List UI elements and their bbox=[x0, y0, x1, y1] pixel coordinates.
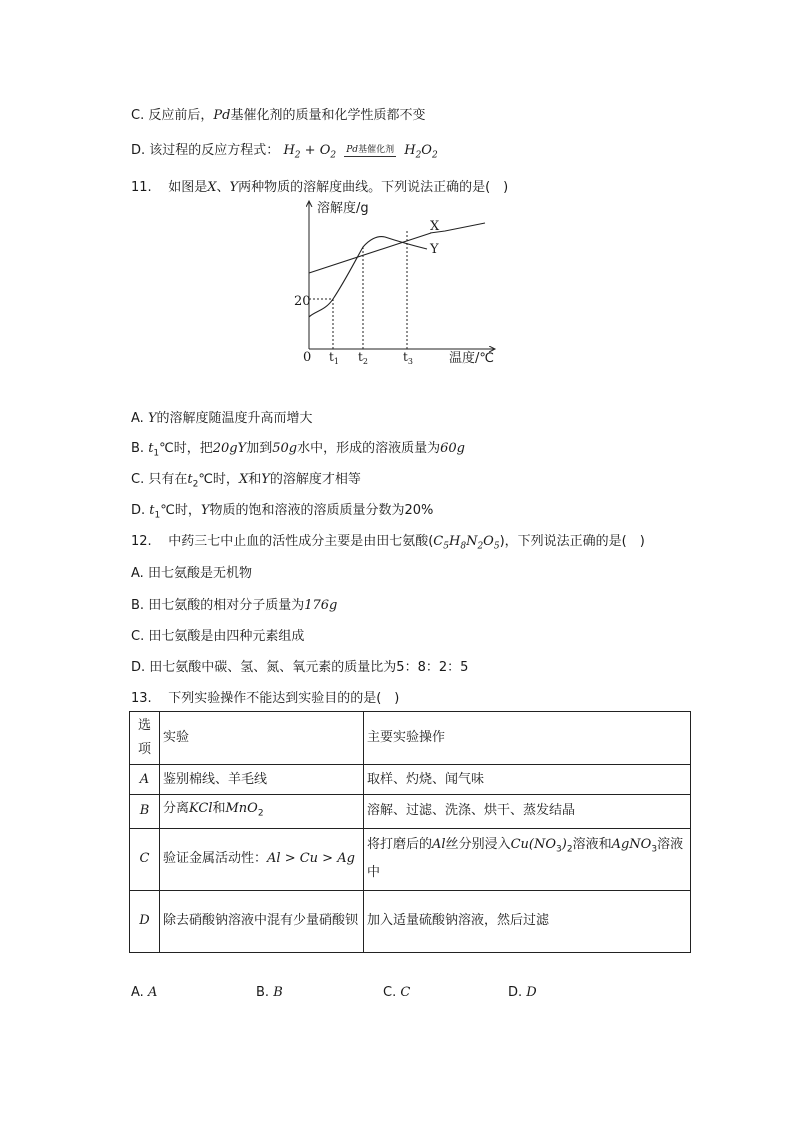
equation-o2: $O_2$ bbox=[319, 143, 337, 161]
y-axis-label: 溶解度/g bbox=[317, 201, 369, 216]
q12-option-a: A. 田七氨酸是无机物 bbox=[131, 566, 252, 581]
q13-answer-d[interactable]: D. D bbox=[508, 985, 537, 1000]
q12-option-b: B. 田七氨酸的相对分子质量为176g bbox=[131, 598, 338, 613]
equation-h2: $H_2$ bbox=[283, 143, 301, 161]
q13-answer-b[interactable]: B. B bbox=[256, 985, 283, 1000]
q13-stem: 13. 下列实验操作不能达到实验目的的是( ) bbox=[131, 691, 400, 706]
q13-answer-c[interactable]: C. C bbox=[383, 985, 411, 1000]
table-row: D 除去硝酸钠溶液中混有少量硝酸钡 加入适量硫酸钠溶液，然后过滤 bbox=[130, 890, 691, 952]
q11-option-d: D. $t_1℃$时，Y物质的饱和溶液的溶质质量分数为20% bbox=[131, 503, 434, 521]
q12-option-c: C. 田七氨酸是由四种元素组成 bbox=[131, 629, 305, 644]
equation-h2o2: $H_2O_2$ bbox=[404, 143, 438, 161]
q10-option-c: C. 反应前后，Pd基催化剂的质量和化学性质都不变 bbox=[131, 108, 426, 123]
q11-stem: 11. 如图是X、Y两种物质的溶解度曲线。下列说法正确的是( ) bbox=[131, 180, 509, 195]
table-row: B 分离KCl和MnO$_2$ 溶解、过滤、洗涤、烘干、蒸发结晶 bbox=[130, 795, 691, 829]
x-axis-label: 温度/℃ bbox=[449, 351, 494, 366]
origin-label: 0 bbox=[303, 350, 312, 365]
equation-catalyst-arrow: Pd基催化剂 bbox=[346, 145, 395, 155]
curve-y bbox=[309, 237, 427, 317]
q12-option-d: D. 田七氨酸中碳、氢、氮、氧元素的质量比为5：8：2：5 bbox=[131, 660, 469, 675]
tick-t1: $t_1$ bbox=[329, 350, 339, 366]
curve-x-label: X bbox=[430, 219, 440, 234]
table-header-row: 选项 实验 主要实验操作 bbox=[130, 712, 691, 765]
table-row: A 鉴别棉线、羊毛线 取样、灼烧、闻气味 bbox=[130, 765, 691, 795]
tick-t3: $t_3$ bbox=[403, 350, 413, 366]
q13-answer-a[interactable]: A. A bbox=[131, 985, 158, 1000]
table-row: C 验证金属活动性：Al > Cu > Ag 将打磨后的Al丝分别浸入$Cu(NO_3)_2$溶液和AgNO$_3$溶液中 bbox=[130, 828, 691, 890]
q10-option-d: D. 该过程的反应方程式： $H_2 + O_2$ Pd基催化剂 $H_2O_2$ bbox=[131, 143, 438, 161]
q11-option-b: B. $t_1℃$时，把20gY加到50g水中，形成的溶液质量为60g bbox=[131, 441, 466, 459]
y-tick-20: 20 bbox=[294, 294, 311, 309]
curve-x bbox=[309, 223, 485, 273]
tick-t2: $t_2$ bbox=[358, 350, 368, 366]
solubility-graph bbox=[285, 195, 510, 375]
formula: $C_5H_8N_2O_5$ bbox=[433, 534, 500, 552]
q11-option-c: C. 只有在$t_2℃$时，X和Y的溶解度才相等 bbox=[131, 472, 361, 490]
q12-stem: 12. 中药三七中止血的活性成分主要是由田七氨酸$(C_5H_8N_2O_5)$，下列说法正确的是( ) bbox=[131, 534, 645, 552]
curve-y-label: Y bbox=[430, 242, 439, 257]
experiment-table bbox=[129, 711, 691, 953]
q11-option-a: A. Y的溶解度随温度升高而增大 bbox=[131, 411, 313, 426]
